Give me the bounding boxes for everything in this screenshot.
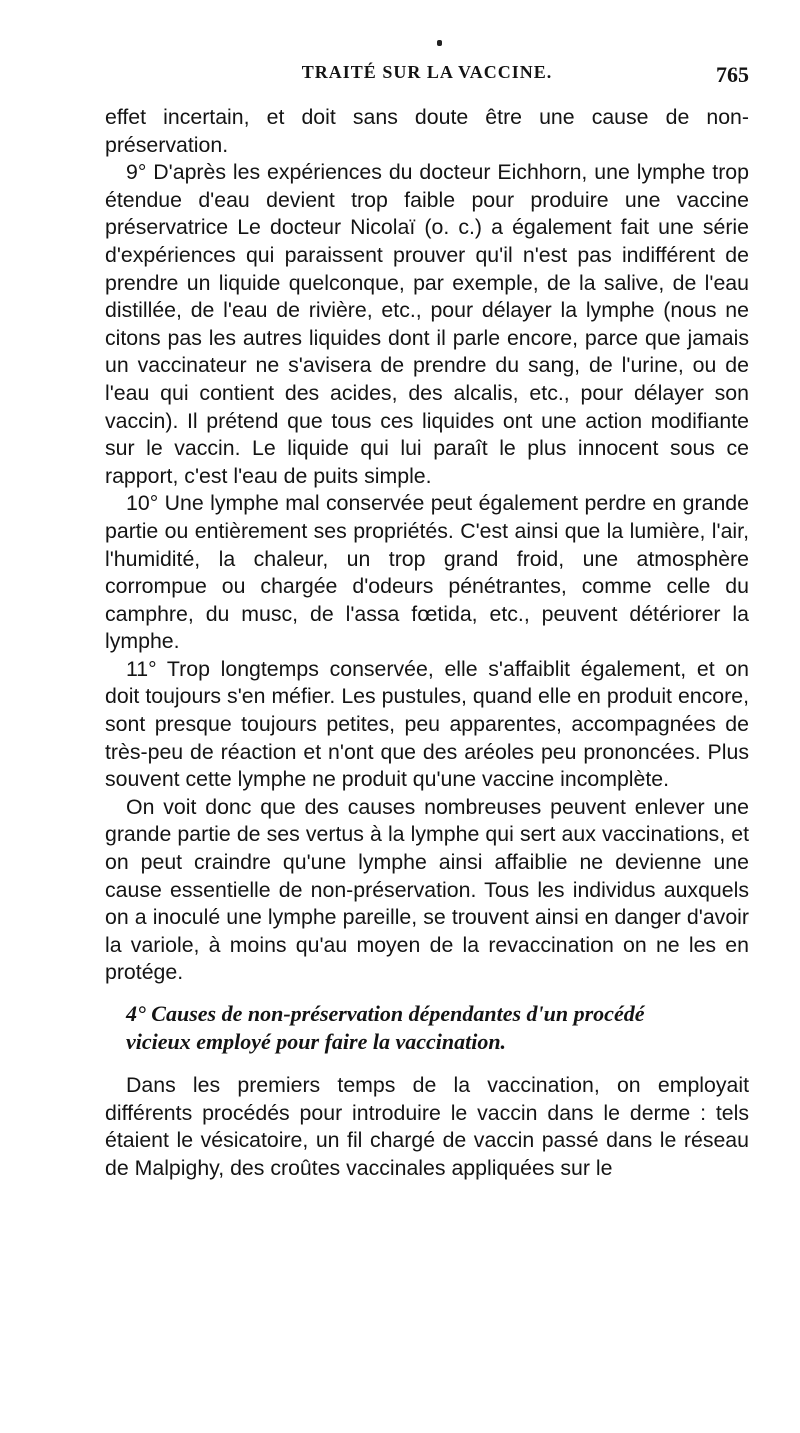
page-number: 765: [716, 62, 749, 87]
body-text: [105, 104, 749, 1182]
paragraph-item-11: 11° Trop longtemps conservée, elle s'affaiblit également, et on doit toujours s'en méfier. Les pustules, quand elle en produit encore, sont presque toujours petites, peu apparentes, accompagnées de très-peu de réaction et n'ont que des aréoles peu prononcées. Plus souvent cette lymphe ne produit qu'une vaccine incomplète.: [105, 656, 749, 792]
running-title: TRAITÉ SUR LA VACCINE.: [301, 62, 553, 82]
section-heading: [105, 1000, 749, 1056]
paragraph-closing: Dans les premiers temps de la vaccination, on employait différents procédés pour introduire le vaccin dans le derme : tels étaient le vésicatoire, un fil chargé de vaccin passé dans le réseau de Malpighy, des croûtes vaccinales appliquées sur le: [105, 1073, 749, 1180]
paragraph-item-10: 10° Une lymphe mal conservée peut également perdre en grande partie ou entièrement ses propriétés. C'est ainsi que la lumière, l'air, l'humidité, la chaleur, un trop grand froid, une atmosphère corrompue ou chargée d'odeurs pénétrantes, comme celle du camphre, du musc, de l'assa fœtida, etc., peuvent détériorer la lymphe.: [105, 491, 749, 654]
print-mark: [437, 40, 442, 46]
section-heading-line2: vicieux employé pour faire la vaccination.: [126, 1029, 507, 1054]
paragraph-item-9: 9° D'après les expériences du docteur Eichhorn, une lymphe trop étendue d'eau devient trop faible pour produire une vaccine préservatrice Le docteur Nicolaï (o. c.) a également fait une série d'expériences qui paraissent prouver qu'il n'est pas indifférent de prendre un liquide quelconque, par exemple, de la salive, de l'eau distillée, de l'eau de rivière, etc., pour délayer la lymphe (nous ne citons pas les autres liquides dont il parle encore, parce que jamais un vaccinateur ne s'avisera de prendre du sang, de l'urine, ou de l'eau qui contient des acides, des alcalis, etc., pour délayer son vaccin). Il prétend que tous ces liquides ont une action modifiante sur le vaccin. Le liquide qui lui paraît le plus innocent sous ce rapport, c'est l'eau de puits simple.: [105, 160, 749, 488]
paragraph-conclusion: On voit donc que des causes nombreuses peuvent enlever une grande partie de ses vertus à la lymphe qui sert aux vaccinations, et on peut craindre qu'une lymphe ainsi affaiblie ne devienne une cause essentielle de non-préservation. Tous les individus auxquels on a inoculé une lymphe pareille, se trouvent ainsi en danger d'avoir la variole, à moins qu'au moyen de la revaccination on ne les en protége.: [105, 794, 749, 985]
section-heading-line1: 4° Causes de non-préservation dépendantes d'un procédé: [126, 1001, 645, 1026]
paragraph-continuation: effet incertain, et doit sans doute être une cause de non-préservation.: [105, 105, 749, 157]
running-header: [105, 62, 749, 86]
